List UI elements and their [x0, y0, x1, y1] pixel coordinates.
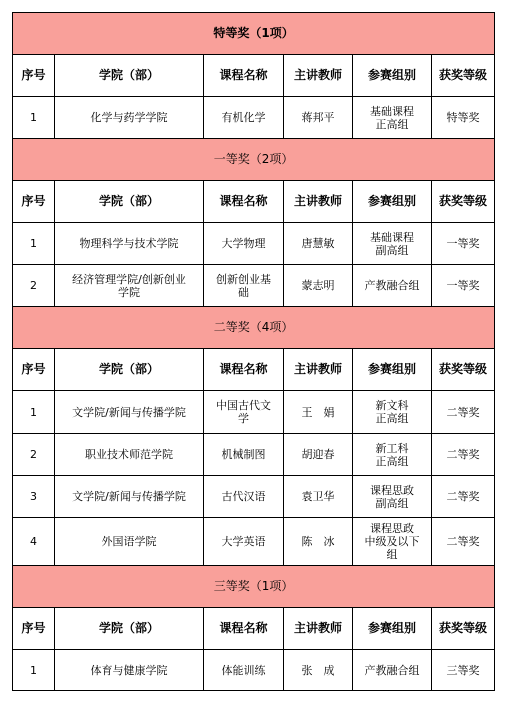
row-number: 2 — [13, 434, 55, 476]
row-number: 1 — [13, 650, 55, 691]
course-cell: 大学英语 — [204, 518, 284, 566]
college-cell: 化学与药学学院 — [55, 97, 204, 139]
college-cell: 外国语学院 — [55, 518, 204, 566]
group-cell: 产教融合组 — [353, 650, 432, 691]
table-row — [13, 476, 495, 518]
column-header-row — [13, 55, 495, 97]
column-header-row — [13, 349, 495, 391]
header-course: 课程名称 — [204, 55, 284, 97]
group-cell: 课程思政 副高组 — [353, 476, 432, 518]
teacher-cell: 胡迎春 — [284, 434, 353, 476]
header-number: 序号 — [13, 55, 55, 97]
college-cell: 物理科学与技术学院 — [55, 223, 204, 265]
award-cell: 二等奖 — [432, 518, 495, 566]
award-cell: 二等奖 — [432, 391, 495, 434]
header-award: 获奖等级 — [432, 181, 495, 223]
section-title-row — [13, 139, 495, 181]
award-cell: 一等奖 — [432, 265, 495, 307]
college-cell: 体育与健康学院 — [55, 650, 204, 691]
header-teacher: 主讲教师 — [284, 349, 353, 391]
group-cell: 新文科 正高组 — [353, 391, 432, 434]
header-group: 参赛组别 — [353, 181, 432, 223]
header-college: 学院（部） — [55, 608, 204, 650]
college-cell: 文学院/新闻与传播学院 — [55, 391, 204, 434]
table-row — [13, 97, 495, 139]
section-title: 特等奖（1项） — [13, 13, 495, 55]
row-number: 2 — [13, 265, 55, 307]
teacher-cell: 王 娟 — [284, 391, 353, 434]
teacher-cell: 张 成 — [284, 650, 353, 691]
header-number: 序号 — [13, 608, 55, 650]
award-cell: 三等奖 — [432, 650, 495, 691]
awards-table — [12, 12, 495, 691]
course-cell: 创新创业基 础 — [204, 265, 284, 307]
section-title-row — [13, 13, 495, 55]
header-course: 课程名称 — [204, 608, 284, 650]
table-row — [13, 518, 495, 566]
group-cell: 课程思政 中级及以下 组 — [353, 518, 432, 566]
award-cell: 二等奖 — [432, 476, 495, 518]
header-group: 参赛组别 — [353, 608, 432, 650]
award-cell: 一等奖 — [432, 223, 495, 265]
table-row — [13, 223, 495, 265]
teacher-cell: 袁卫华 — [284, 476, 353, 518]
header-group: 参赛组别 — [353, 55, 432, 97]
teacher-cell: 蒙志明 — [284, 265, 353, 307]
college-cell: 经济管理学院/创新创业 学院 — [55, 265, 204, 307]
course-cell: 机械制图 — [204, 434, 284, 476]
row-number: 1 — [13, 223, 55, 265]
group-cell: 新工科 正高组 — [353, 434, 432, 476]
award-cell: 特等奖 — [432, 97, 495, 139]
college-cell: 文学院/新闻与传播学院 — [55, 476, 204, 518]
course-cell: 大学物理 — [204, 223, 284, 265]
section-title: 三等奖（1项） — [13, 566, 495, 608]
header-award: 获奖等级 — [432, 608, 495, 650]
table-row — [13, 265, 495, 307]
course-cell: 中国古代文 学 — [204, 391, 284, 434]
header-course: 课程名称 — [204, 349, 284, 391]
header-award: 获奖等级 — [432, 349, 495, 391]
table-row — [13, 650, 495, 691]
course-cell: 古代汉语 — [204, 476, 284, 518]
course-cell: 有机化学 — [204, 97, 284, 139]
column-header-row — [13, 181, 495, 223]
header-teacher: 主讲教师 — [284, 181, 353, 223]
group-cell: 基础课程 正高组 — [353, 97, 432, 139]
section-title: 二等奖（4项） — [13, 307, 495, 349]
header-college: 学院（部） — [55, 181, 204, 223]
teacher-cell: 陈 冰 — [284, 518, 353, 566]
header-course: 课程名称 — [204, 181, 284, 223]
teacher-cell: 唐慧敏 — [284, 223, 353, 265]
header-number: 序号 — [13, 349, 55, 391]
teacher-cell: 蒋邦平 — [284, 97, 353, 139]
column-header-row — [13, 608, 495, 650]
group-cell: 产教融合组 — [353, 265, 432, 307]
section-title: 一等奖（2项） — [13, 139, 495, 181]
header-college: 学院（部） — [55, 55, 204, 97]
section-title-row — [13, 307, 495, 349]
header-group: 参赛组别 — [353, 349, 432, 391]
header-teacher: 主讲教师 — [284, 55, 353, 97]
header-award: 获奖等级 — [432, 55, 495, 97]
row-number: 3 — [13, 476, 55, 518]
course-cell: 体能训练 — [204, 650, 284, 691]
table-row — [13, 434, 495, 476]
row-number: 1 — [13, 97, 55, 139]
row-number: 4 — [13, 518, 55, 566]
row-number: 1 — [13, 391, 55, 434]
section-title-row — [13, 566, 495, 608]
header-college: 学院（部） — [55, 349, 204, 391]
table-row — [13, 391, 495, 434]
college-cell: 职业技术师范学院 — [55, 434, 204, 476]
awards-table-body — [13, 13, 495, 691]
award-cell: 二等奖 — [432, 434, 495, 476]
header-number: 序号 — [13, 181, 55, 223]
group-cell: 基础课程 副高组 — [353, 223, 432, 265]
header-teacher: 主讲教师 — [284, 608, 353, 650]
